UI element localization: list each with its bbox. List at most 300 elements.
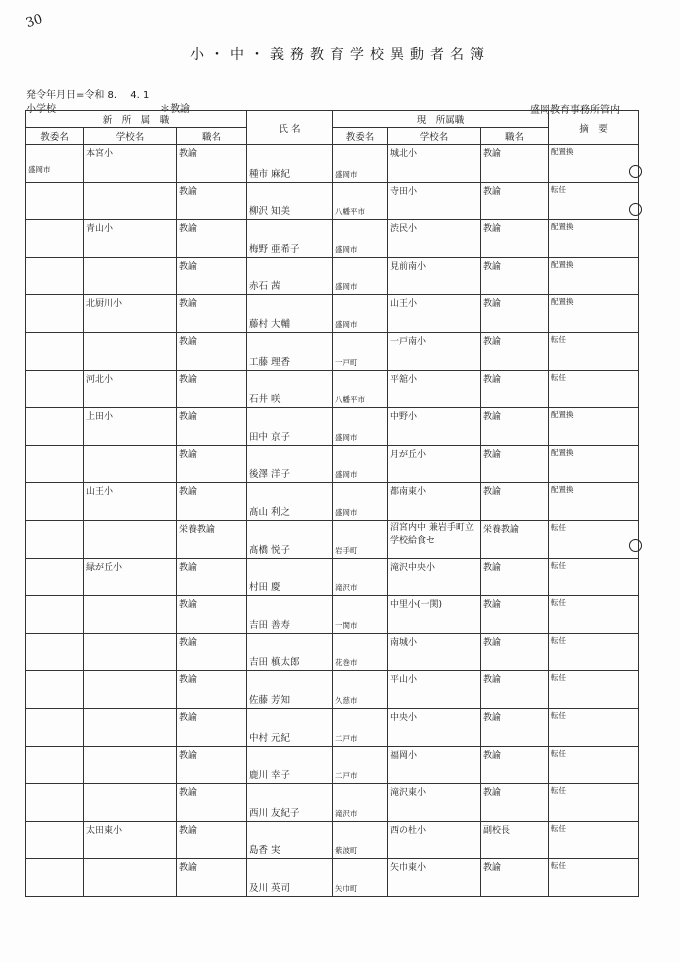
summary-cell [549,708,639,746]
summary: 配置換 [551,222,574,232]
current-board-cell [333,370,388,408]
header-new-affiliation: 新 所 属 職 [26,111,247,128]
person-name-cell [247,558,333,596]
new-school: 青山小 [86,224,114,235]
new-school-cell [84,520,177,558]
current-board-cell [333,445,388,483]
summary: 配置換 [551,447,574,457]
new-position-cell [177,596,247,634]
new-board-cell [26,445,84,483]
current-position-cell [481,483,549,521]
summary: 転任 [551,522,567,532]
current-position-cell [481,708,549,746]
person-name: 梅野 亜希子 [249,243,300,255]
new-school: 太田東小 [86,825,123,836]
current-school: 一戸南小 [390,336,427,347]
current-board-cell [333,257,388,295]
roster-table [25,110,639,897]
current-school-cell [388,257,481,295]
person-name: 村田 慶 [249,582,281,594]
person-name-cell [247,633,333,671]
current-position-cell [481,408,549,446]
current-position-cell [481,821,549,859]
header-position-current: 職名 [481,128,549,145]
new-position: 教諭 [179,600,198,611]
person-name: 石井 咲 [249,394,281,406]
current-board-cell [333,746,388,784]
new-board-cell [26,295,84,333]
new-board-cell [26,257,84,295]
current-position: 教諭 [483,412,502,423]
current-board-cell [333,558,388,596]
table-row [26,295,639,333]
new-position: 教諭 [179,487,198,498]
person-name: 後澤 洋子 [249,469,291,481]
new-position-cell [177,370,247,408]
table-row [26,821,639,859]
summary-cell [549,746,639,784]
summary: 転任 [551,598,567,608]
new-position: 教諭 [179,224,198,235]
table-row [26,257,639,295]
current-board: 一戸町 [335,357,358,367]
current-position: 教諭 [483,600,502,611]
current-board: 二戸市 [335,733,358,743]
current-position: 教諭 [483,562,502,573]
new-school: 北厨川小 [86,299,123,310]
new-board-cell [26,821,84,859]
new-school-cell [84,332,177,370]
header-board-current: 教委名 [333,128,388,145]
new-school-cell [84,633,177,671]
current-school: 中野小 [390,412,418,423]
current-board: 紫波町 [335,846,358,856]
summary: 転任 [551,748,567,758]
new-position: 教諭 [179,788,198,799]
new-position-cell [177,257,247,295]
current-position: 教諭 [483,149,502,159]
new-school: 本宮小 [86,149,114,159]
new-board-cell [26,558,84,596]
new-position-cell [177,746,247,784]
new-school-cell [84,257,177,295]
table-row [26,746,639,784]
new-position-cell [177,445,247,483]
summary: 配置換 [551,410,574,420]
new-board-cell [26,633,84,671]
new-position: 教諭 [179,374,198,385]
current-school: 西の杜小 [390,825,427,836]
new-board-cell [26,408,84,446]
summary-cell [549,859,639,897]
new-school: 河北小 [86,374,114,385]
summary: 転任 [551,184,567,194]
new-position: 教諭 [179,825,198,836]
new-board-cell [26,746,84,784]
current-board-cell [333,859,388,897]
summary-cell [549,633,639,671]
person-name-cell [247,784,333,822]
summary: 転任 [551,823,567,833]
summary-cell [549,295,639,333]
summary-cell [549,408,639,446]
current-board: 花巻市 [335,658,358,668]
current-position-cell [481,558,549,596]
current-position-cell [481,859,549,897]
summary: 転任 [551,635,567,645]
current-board: 盛岡市 [335,432,358,442]
current-school-cell [388,746,481,784]
table-row [26,182,639,220]
new-position: 教諭 [179,712,198,723]
page-title: 小・中・義務教育学校異動者名簿 [190,47,490,63]
current-board: 滝沢市 [335,583,358,593]
summary-cell [549,671,639,709]
person-name-cell [247,708,333,746]
person-name-cell [247,145,333,183]
person-name: 赤石 茜 [249,281,281,293]
new-position-cell [177,408,247,446]
new-position: 教諭 [179,261,198,272]
table-row [26,671,639,709]
current-board-cell [333,182,388,220]
current-position: 教諭 [483,675,502,686]
current-school: 平舘小 [390,374,418,385]
new-position: 教諭 [179,675,198,686]
new-position-cell [177,821,247,859]
new-position: 教諭 [179,863,198,874]
person-name-cell [247,332,333,370]
new-board-cell [26,708,84,746]
new-board-cell [26,596,84,634]
current-school-cell [388,370,481,408]
person-name: 及川 英司 [249,882,291,894]
person-name-cell [247,182,333,220]
summary-cell [549,483,639,521]
summary-cell [549,784,639,822]
current-school: 見前南小 [390,261,427,272]
new-position: 教諭 [179,149,198,159]
current-school: 都南東小 [390,487,427,498]
header-school: 学校名 [84,128,177,145]
current-school: 寺田小 [390,186,418,197]
current-board: 矢巾町 [335,883,358,893]
person-name: 島香 実 [249,845,281,857]
person-name-cell [247,370,333,408]
current-board: 盛岡市 [335,319,358,329]
new-school: 山王小 [86,487,114,498]
table-row [26,332,639,370]
current-position: 教諭 [483,336,502,347]
new-position-cell [177,332,247,370]
current-position: 教諭 [483,637,502,648]
current-position-cell [481,182,549,220]
table-row [26,784,639,822]
current-board: 岩手町 [335,545,358,555]
new-position-cell [177,633,247,671]
summary-cell [549,370,639,408]
person-name: 種市 麻紀 [249,168,291,180]
table-row [26,596,639,634]
table-row [26,558,639,596]
current-school: 中里小(一関) [390,600,443,611]
summary-cell [549,182,639,220]
summary: 転任 [551,861,567,871]
new-board-cell [26,483,84,521]
person-name: 吉田 槙太郎 [249,657,300,669]
current-school: 平山小 [390,675,418,686]
table-row [26,145,639,183]
summary-cell [549,145,639,183]
new-school-cell [84,370,177,408]
new-position-cell [177,483,247,521]
person-name: 吉田 善寿 [249,619,291,631]
current-school-cell [388,821,481,859]
current-board-cell [333,596,388,634]
new-school-cell [84,182,177,220]
current-position: 栄養教諭 [483,524,520,535]
new-board-cell [26,859,84,897]
table-row [26,859,639,897]
summary: 転任 [551,560,567,570]
current-position-cell [481,370,549,408]
new-position: 教諭 [179,299,198,310]
current-school-cell [388,708,481,746]
current-school-cell [388,445,481,483]
table-row [26,370,639,408]
current-board-cell [333,408,388,446]
new-position: 教諭 [179,186,198,197]
current-position: 教諭 [483,374,502,385]
current-board-cell [333,295,388,333]
current-board-cell [333,821,388,859]
summary: 転任 [551,786,567,796]
current-position: 教諭 [483,261,502,272]
table-row [26,408,639,446]
position-note: ＊教諭 [160,104,190,115]
new-school-cell [84,596,177,634]
new-position-cell [177,182,247,220]
new-position: 教諭 [179,412,198,423]
new-school-cell [84,483,177,521]
current-school: 福岡小 [390,750,418,761]
new-position-cell [177,220,247,258]
new-position: 教諭 [179,336,198,347]
current-board: 盛岡市 [335,282,358,292]
current-position: 教諭 [483,863,502,874]
current-school-cell [388,784,481,822]
corner-mark: 30 [24,11,45,32]
new-school-cell [84,859,177,897]
person-name-cell [247,671,333,709]
current-school-cell [388,596,481,634]
person-name: 佐藤 芳知 [249,694,291,706]
new-board-cell [26,220,84,258]
summary-cell [549,558,639,596]
current-position-cell [481,671,549,709]
current-school-cell [388,182,481,220]
current-school: 滝沢中央小 [390,562,436,573]
header-current-affiliation: 現 所属職 [333,111,549,128]
person-name: 髙山 利之 [249,506,291,518]
punch-hole-1 [629,165,642,178]
new-school-cell [84,145,177,183]
person-name-cell [247,257,333,295]
new-school-cell [84,746,177,784]
current-school: 中央小 [390,712,418,723]
current-position-cell [481,596,549,634]
current-position: 教諭 [483,299,502,310]
current-school: 月が丘小 [390,449,427,460]
current-school: 滝沢東小 [390,788,427,799]
new-school-cell [84,671,177,709]
new-school-cell [84,821,177,859]
new-school-cell [84,708,177,746]
current-position: 教諭 [483,750,502,761]
current-board: 盛岡市 [335,470,358,480]
new-board-cell [26,370,84,408]
current-board: 二戸市 [335,771,358,781]
summary-cell [549,520,639,558]
punch-hole-2 [629,203,642,216]
current-position: 教諭 [483,712,502,723]
current-board: 一関市 [335,620,358,630]
current-position-cell [481,220,549,258]
summary: 配置換 [551,259,574,269]
summary-cell [549,821,639,859]
person-name-cell [247,821,333,859]
current-board-cell [333,220,388,258]
summary-cell [549,220,639,258]
new-position-cell [177,784,247,822]
new-position-cell [177,708,247,746]
person-name-cell [247,220,333,258]
current-school-cell [388,483,481,521]
current-school-cell [388,520,481,558]
person-name: 中村 元紀 [249,732,291,744]
new-board: 盛岡市 [28,164,51,174]
current-board-cell [333,332,388,370]
table-row [26,633,639,671]
summary-cell [549,445,639,483]
person-name-cell [247,859,333,897]
current-school: 南城小 [390,637,418,648]
current-board-cell [333,145,388,183]
current-board: 盛岡市 [335,507,358,517]
summary: 転任 [551,673,567,683]
new-position: 栄養教諭 [179,524,216,535]
school-type: 小学校 [26,104,56,115]
table-row [26,708,639,746]
summary: 転任 [551,710,567,720]
jurisdiction: 盛岡教育事務所管内 [530,105,620,116]
summary: 転任 [551,334,567,344]
summary: 配置換 [551,485,574,495]
current-position-cell [481,145,549,183]
table-row [26,520,639,558]
current-position: 教諭 [483,487,502,498]
current-board-cell [333,708,388,746]
person-name-cell [247,483,333,521]
current-board: 盛岡市 [335,169,358,179]
current-position: 教諭 [483,788,502,799]
person-name-cell [247,445,333,483]
new-school-cell [84,445,177,483]
person-name: 柳沢 知美 [249,206,291,218]
current-board: 八幡平市 [335,395,366,405]
current-position: 教諭 [483,449,502,460]
current-school-cell [388,859,481,897]
new-position: 教諭 [179,750,198,761]
new-board-cell [26,145,84,183]
new-school-cell [84,558,177,596]
summary: 転任 [551,372,567,382]
new-position: 教諭 [179,562,198,573]
header-school-current: 学校名 [388,128,481,145]
current-position-cell [481,445,549,483]
current-board: 久慈市 [335,695,358,705]
new-board-cell [26,182,84,220]
current-school-cell [388,633,481,671]
current-school: 山王小 [390,299,418,310]
current-school-cell [388,558,481,596]
current-position-cell [481,633,549,671]
person-name: 田中 京子 [249,431,291,443]
current-position-cell [481,295,549,333]
current-board: 八幡平市 [335,207,366,217]
summary-cell [549,257,639,295]
person-name-cell [247,295,333,333]
new-school: 緑が丘小 [86,562,123,573]
summary-cell [549,332,639,370]
new-position: 教諭 [179,637,198,648]
punch-hole-3 [629,539,642,552]
new-position-cell [177,145,247,183]
current-board: 滝沢市 [335,808,358,818]
current-board-cell [333,633,388,671]
new-position-cell [177,295,247,333]
new-school-cell [84,408,177,446]
table-row [26,445,639,483]
new-school-cell [84,784,177,822]
new-school-cell [84,295,177,333]
current-position-cell [481,332,549,370]
summary: 配置換 [551,147,574,156]
new-position-cell [177,859,247,897]
person-name: 藤村 大輔 [249,318,291,330]
current-board: 盛岡市 [335,244,358,254]
new-position: 教諭 [179,449,198,460]
current-school: 城北小 [390,149,418,159]
new-position-cell [177,520,247,558]
new-position-cell [177,671,247,709]
person-name-cell [247,746,333,784]
person-name: 工藤 理香 [249,356,291,368]
new-board-cell [26,671,84,709]
person-name: 髙橋 悦子 [249,544,291,556]
current-position: 教諭 [483,186,502,197]
current-board-cell [333,520,388,558]
table-row [26,220,639,258]
table-row [26,483,639,521]
summary: 配置換 [551,297,574,307]
current-position-cell [481,257,549,295]
current-position-cell [481,784,549,822]
header-position: 職名 [177,128,247,145]
current-school: 矢巾東小 [390,863,427,874]
new-school-cell [84,220,177,258]
header-board: 教委名 [26,128,84,145]
